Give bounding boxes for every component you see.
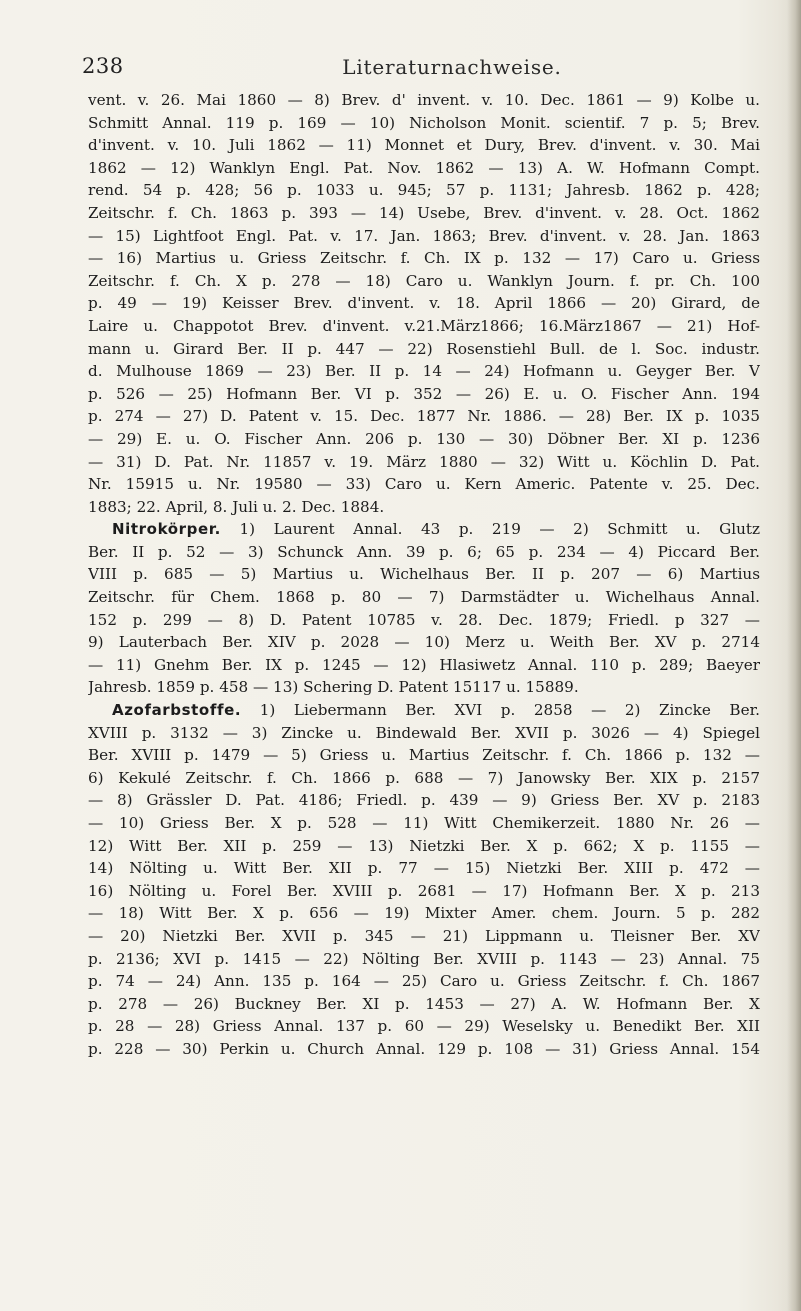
text-line [88,383,760,406]
line-text: p. 2136; XVI p. 1415 — 22) Nölting Ber. XVIII p. 1143 — 23) Annal. 75 [88,949,760,968]
line-text: p. 278 — 26) Buckney Ber. XI p. 1453 — 27) A. W. Hofmann Ber. X [88,994,760,1013]
line-text: p. 274 — 27) D. Patent v. 15. Dec. 1877 Nr. 1886. — 28) Ber. IX p. 1035 [88,407,760,426]
text-line [88,134,760,157]
line-text: 1) Liebermann Ber. XVI p. 2858 — 2) Zincke Ber. [241,701,760,720]
line-text: — 31) D. Pat. Nr. 11857 v. 19. März 1880 — 32) Witt u. Köchlin D. Pat. [88,452,760,471]
text-line [88,563,760,586]
text-line [88,631,760,654]
line-text: Zeitschr. f. Ch. 1863 p. 393 — 14) Usebe, Brev. d'invent. v. 28. Oct. 1862 [88,203,760,222]
text-line [88,157,760,180]
line-text: XVIII p. 3132 — 3) Zincke u. Bindewald Ber. XVII p. 3026 — 4) Spiegel [88,723,760,742]
line-text: — 10) Griess Ber. X p. 528 — 11) Witt Chemikerzeit. 1880 Nr. 26 — [88,814,760,832]
text-line [88,1038,760,1061]
line-text: 1883; 22. April, 8. Juli u. 2. Dec. 1884. [88,497,385,516]
line-text: rend. 54 p. 428; 56 p. 1033 u. 945; 57 p. 1131; Jahresb. 1862 p. 428; [88,181,760,200]
line-text: 1862 — 12) Wanklyn Engl. Pat. Nov. 1862 — 13) A. W. Hofmann Compt. [88,158,760,177]
line-text: — 15) Lightfoot Engl. Pat. v. 17. Jan. 1863; Brev. d'invent. v. 28. Jan. 1863 [88,226,760,245]
text-line [88,654,760,677]
line-text: vent. v. 26. Mai 1860 — 8) Brev. d' invent. v. 10. Dec. 1861 — 9) Kolbe u. [88,91,760,109]
line-text: 1) Laurent Annal. 43 p. 219 — 2) Schmitt u. Glutz [220,520,760,539]
line-text: Zeitschr. für Chem. 1868 p. 80 — 7) Darmstädter u. Wichelhaus Annal. [88,588,760,607]
line-text: — 16) Martius u. Griess Zeitschr. f. Ch. IX p. 132 — 17) Caro u. Griess [88,249,760,268]
line-text: p. 526 — 25) Hofmann Ber. VI p. 352 — 26) E. u. O. Fischer Ann. 194 [88,384,760,403]
text-line [88,586,760,609]
line-text: — 20) Nietzki Ber. XVII p. 345 — 21) Lippmann u. Tleisner Ber. XV [88,926,760,945]
line-text: mann u. Girard Ber. II p. 447 — 22) Rosenstiehl Bull. de l. Soc. industr. [88,339,760,358]
line-text: VIII p. 685 — 5) Martius u. Wichelhaus Ber. II p. 207 — 6) Martius [88,565,760,584]
text-line [88,609,760,632]
reference-list [88,89,760,1061]
page-header [82,54,742,84]
text-line [88,902,760,925]
text-line [88,789,760,812]
text-line [88,744,760,767]
section-heading: Nitrokörper. [112,520,221,539]
text-line [88,676,760,699]
line-text: p. 74 — 24) Ann. 135 p. 164 — 25) Caro u. Griess Zeitschr. f. Ch. 1867 [88,972,760,991]
line-text: Nr. 15915 u. Nr. 19580 — 33) Caro u. Kern Americ. Patente v. 25. Dec. [88,475,760,494]
text-line [88,315,760,338]
text-line [88,970,760,993]
line-text: p. 49 — 19) Keisser Brev. d'invent. v. 18. April 1866 — 20) Girard, de [88,294,760,313]
text-line [88,428,760,451]
line-text: — 18) Witt Ber. X p. 656 — 19) Mixter Amer. chem. Journ. 5 p. 282 [88,904,760,923]
line-text: 16) Nölting u. Forel Ber. XVIII p. 2681 — 17) Hofmann Ber. X p. 213 [88,881,760,900]
line-text: d'invent. v. 10. Juli 1862 — 11) Monnet et Dury, Brev. d'invent. v. 30. Mai [88,136,760,155]
text-line [88,699,760,722]
text-line [88,405,760,428]
line-text: — 11) Gnehm Ber. IX p. 1245 — 12) Hlasiwetz Annal. 110 p. 289; Baeyer [88,655,760,674]
text-line [88,857,760,880]
text-line [88,247,760,270]
line-text: 12) Witt Ber. XII p. 259 — 13) Nietzki Ber. X p. 662; X p. 1155 — [88,836,760,855]
text-line [88,451,760,474]
text-line [88,225,760,248]
text-line [88,722,760,745]
text-line [88,112,760,135]
line-text: Ber. II p. 52 — 3) Schunck Ann. 39 p. 6; 65 p. 234 — 4) Piccard Ber. [88,542,760,561]
line-text: Jahresb. 1859 p. 458 — 13) Schering D. Patent 15117 u. 15889. [88,678,579,697]
text-line [88,496,760,519]
text-line [88,270,760,293]
line-text: — 29) E. u. O. Fischer Ann. 206 p. 130 — 30) Döbner Ber. XI p. 1236 [88,429,760,448]
section-heading: Azofarbstoffe. [112,701,242,720]
text-line [88,518,760,541]
text-line [88,202,760,225]
line-text: 9) Lauterbach Ber. XIV p. 2028 — 10) Merz u. Weith Ber. XV p. 2714 [88,633,760,652]
line-text: d. Mulhouse 1869 — 23) Ber. II p. 14 — 24) Hofmann u. Geyger Ber. V [88,362,760,381]
text-line [88,835,760,858]
line-text: 152 p. 299 — 8) D. Patent 10785 v. 28. Dec. 1879; Friedl. p 327 — [88,610,760,629]
text-line [88,948,760,971]
line-text: p. 28 — 28) Griess Annal. 137 p. 60 — 29) Weselsky u. Benedikt Ber. XII [88,1017,760,1036]
text-line [88,179,760,202]
text-line [88,292,760,315]
text-line [88,993,760,1016]
text-line [88,925,760,948]
text-line [88,812,760,835]
text-line [88,473,760,496]
page-edge-shadow [787,0,801,1311]
text-line [88,767,760,790]
text-line [88,1015,760,1038]
line-text: 6) Kekulé Zeitschr. f. Ch. 1866 p. 688 — 7) Janowsky Ber. XIX p. 2157 [88,768,760,787]
line-text: 14) Nölting u. Witt Ber. XII p. 77 — 15) Nietzki Ber. XIII p. 472 — [88,859,760,878]
text-line [88,338,760,361]
line-text: — 8) Grässler D. Pat. 4186; Friedl. p. 439 — 9) Griess Ber. XV p. 2183 [88,791,760,810]
line-text: Zeitschr. f. Ch. X p. 278 — 18) Caro u. Wanklyn Journ. f. pr. Ch. 100 [88,271,760,290]
text-line [88,541,760,564]
line-text: Schmitt Annal. 119 p. 169 — 10) Nicholson Monit. scientif. 7 p. 5; Brev. [88,113,760,132]
text-line [88,89,760,112]
text-line [88,360,760,383]
page-number: 238 [82,54,124,78]
line-text: Laire u. Chappotot Brev. d'invent. v.21.März1866; 16.März1867 — 21) Hof- [88,316,760,335]
running-title: Literaturnachweise. [342,55,562,79]
line-text: Ber. XVIII p. 1479 — 5) Griess u. Martius Zeitschr. f. Ch. 1866 p. 132 — [88,746,760,765]
line-text: p. 228 — 30) Perkin u. Church Annal. 129 p. 108 — 31) Griess Annal. 154 [88,1039,760,1058]
text-line [88,880,760,903]
